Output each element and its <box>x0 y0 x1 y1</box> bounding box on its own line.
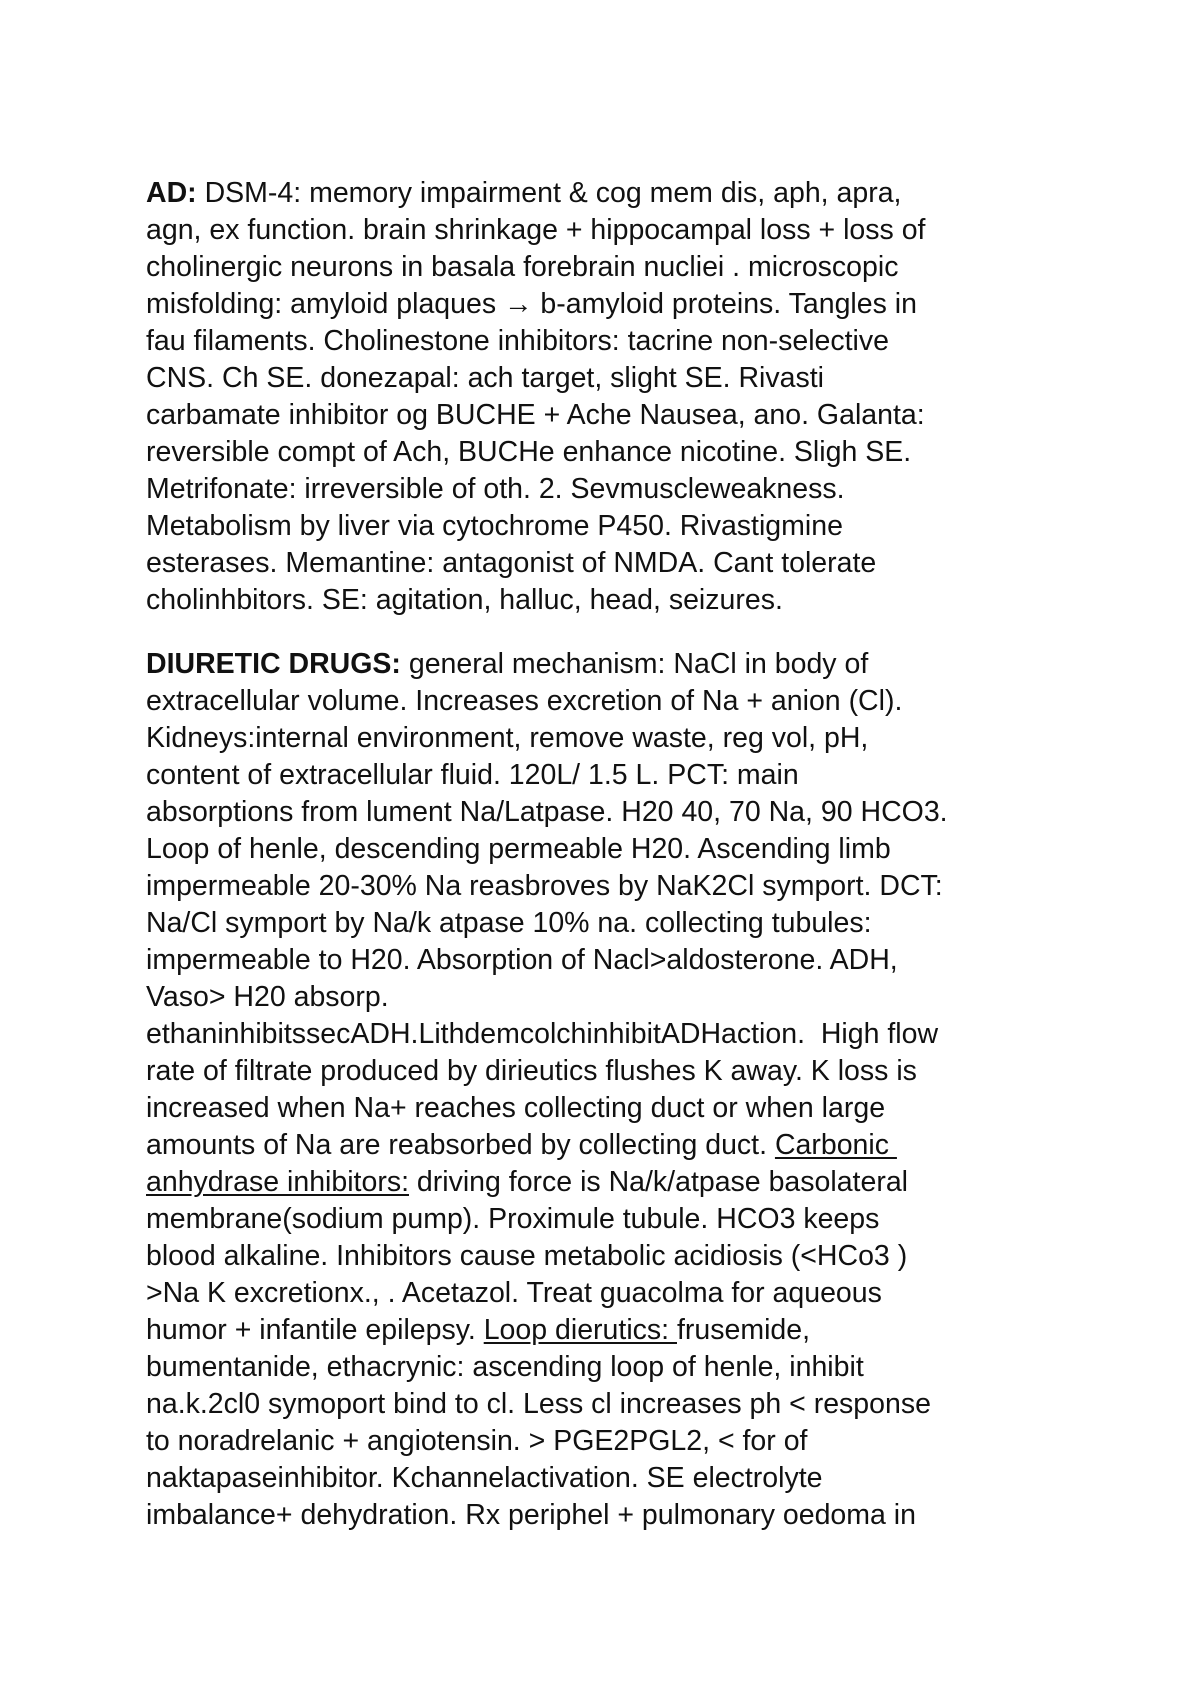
text-run: fau filaments. Cholinestone inhibitors: tacrine non-selective <box>146 325 889 357</box>
text-run: blood alkaline. Inhibitors cause metabolic acidiosis (<HCo3 ) <box>146 1240 908 1272</box>
text-line <box>146 360 1076 397</box>
text-run: bumentanide, ethacrynic: ascending loop of henle, inhibit <box>146 1351 864 1383</box>
text-line <box>146 1127 1076 1164</box>
text-line <box>146 757 1076 794</box>
text-line <box>146 545 1076 582</box>
text-run: Metabolism by liver via cytochrome P450. Rivastigmine <box>146 510 843 542</box>
text-line <box>146 1275 1076 1312</box>
text-run: content of extracellular fluid. 120L/ 1.5 L. PCT: main <box>146 759 799 791</box>
text-line <box>146 942 1076 979</box>
text-line <box>146 868 1076 905</box>
text-line <box>146 1349 1076 1386</box>
text-run: na.k.2cl0 symoport bind to cl. Less cl increases ph < response <box>146 1388 931 1420</box>
text-run: agn, ex function. brain shrinkage + hippocampal loss + loss of <box>146 214 926 246</box>
text-run: cholinergic neurons in basala forebrain nucliei . microscopic <box>146 251 899 283</box>
text-run: increased when Na+ reaches collecting duct or when large <box>146 1092 886 1124</box>
text-line <box>146 508 1076 545</box>
text-run: membrane(sodium pump). Proximule tubule. HCO3 keeps <box>146 1203 880 1235</box>
text-line <box>146 1312 1076 1349</box>
text-line <box>146 249 1076 286</box>
text-run: driving force is Na/k/atpase basolateral <box>409 1166 909 1198</box>
paragraph <box>146 646 1076 1534</box>
text-line <box>146 1090 1076 1127</box>
text-run: to noradrelanic + angiotensin. > PGE2PGL2, < for of <box>146 1425 808 1457</box>
document-page <box>146 175 1076 1534</box>
text-run: frusemide, <box>676 1314 811 1346</box>
text-run: Loop of henle, descending permeable H20. Ascending limb <box>146 833 891 865</box>
text-run: >Na K excretionx., . Acetazol. Treat guacolma for aqueous <box>146 1277 882 1309</box>
text-run: carbamate inhibitor og BUCHE + Ache Nausea, ano. Galanta: <box>146 399 925 431</box>
text-line <box>146 175 1076 212</box>
text-run: misfolding: amyloid plaques → b-amyloid proteins. Tangles in <box>146 288 917 320</box>
section-heading: DIURETIC DRUGS: <box>146 648 401 680</box>
text-run: ethaninhibitssecADH.LithdemcolchinhibitADHaction. High flow <box>146 1018 939 1050</box>
text-run: rate of filtrate produced by dirieutics flushes K away. K loss is <box>146 1055 917 1087</box>
text-line <box>146 646 1076 683</box>
text-run: humor + infantile epilepsy. <box>146 1314 484 1346</box>
section-heading: AD: <box>146 177 197 209</box>
text-line <box>146 212 1076 249</box>
text-run: impermeable to H20. Absorption of Nacl>aldosterone. ADH, <box>146 944 898 976</box>
text-run: imbalance+ dehydration. Rx periphel + pulmonary oedoma in <box>146 1499 916 1531</box>
text-line <box>146 831 1076 868</box>
text-line <box>146 1201 1076 1238</box>
text-line <box>146 720 1076 757</box>
text-run: amounts of Na are reabsorbed by collecting duct. <box>146 1129 775 1161</box>
text-run: Kidneys:internal environment, remove waste, reg vol, pH, <box>146 722 869 754</box>
text-line <box>146 1497 1076 1534</box>
paragraph <box>146 175 1076 619</box>
text-line <box>146 323 1076 360</box>
text-line <box>146 794 1076 831</box>
text-run: general mechanism: NaCl in body of <box>400 648 869 680</box>
text-line <box>146 1238 1076 1275</box>
text-line <box>146 1016 1076 1053</box>
text-run: DSM-4: memory impairment & cog mem dis, aph, apra, <box>196 177 902 209</box>
text-line <box>146 397 1076 434</box>
text-run: Vaso> H20 absorp. <box>146 981 389 1013</box>
text-line <box>146 286 1076 323</box>
text-run: impermeable 20-30% Na reasbroves by NaK2Cl symport. DCT: <box>146 870 943 902</box>
underlined-term: anhydrase inhibitors: <box>146 1166 409 1198</box>
underlined-term: Loop dierutics: <box>483 1314 677 1346</box>
text-line <box>146 582 1076 619</box>
text-run: extracellular volume. Increases excretion of Na + anion (Cl). <box>146 685 903 717</box>
text-line <box>146 434 1076 471</box>
text-line <box>146 979 1076 1016</box>
text-run: reversible compt of Ach, BUCHe enhance nicotine. Sligh SE. <box>146 436 912 468</box>
text-run: naktapaseinhibitor. Kchannelactivation. SE electrolyte <box>146 1462 823 1494</box>
text-line <box>146 1053 1076 1090</box>
text-line <box>146 471 1076 508</box>
text-run: CNS. Ch SE. donezapal: ach target, slight SE. Rivasti <box>146 362 824 394</box>
text-run: esterases. Memantine: antagonist of NMDA. Cant tolerate <box>146 547 877 579</box>
text-line <box>146 683 1076 720</box>
text-run: cholinhbitors. SE: agitation, halluc, head, seizures. <box>146 584 783 616</box>
text-line <box>146 1423 1076 1460</box>
text-run: Na/Cl symport by Na/k atpase 10% na. collecting tubules: <box>146 907 872 939</box>
text-line <box>146 905 1076 942</box>
text-line <box>146 1386 1076 1423</box>
text-line <box>146 1460 1076 1497</box>
text-run: absorptions from lument Na/Latpase. H20 40, 70 Na, 90 HCO3. <box>146 796 948 828</box>
text-run: Metrifonate: irreversible of oth. 2. Sevmuscleweakness. <box>146 473 845 505</box>
text-line <box>146 1164 1076 1201</box>
underlined-term: Carbonic <box>774 1129 897 1161</box>
